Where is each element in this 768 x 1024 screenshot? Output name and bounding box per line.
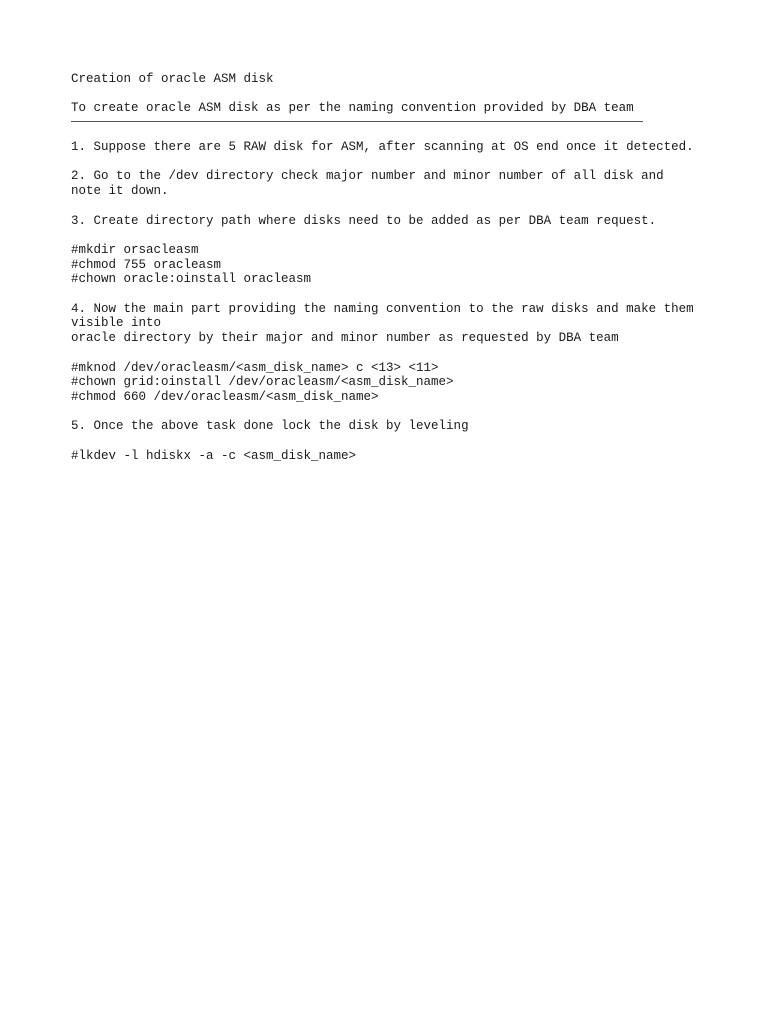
step-3: 3. Create directory path where disks need to be added as per DBA team request. [71,213,657,228]
step-2-line-2: note it down. [71,184,169,199]
step-4-line-1: 4. Now the main part providing the naming convention to the raw disks and make them [71,301,694,316]
spacer [71,287,711,302]
command-lkdev: #lkdev -l hdiskx -a -c <asm_disk_name> [71,448,357,463]
spacer [71,405,711,420]
step-4-line-3: oracle directory by their major and minor number as requested by DBA team [71,331,619,346]
spacer [71,228,711,243]
step-1: 1. Suppose there are 5 RAW disk for ASM, after scanning at OS end once it detected. [71,140,694,155]
command-mkdir: #mkdir orsacleasm [71,242,199,257]
document-title: Creation of oracle ASM disk [71,72,274,86]
document-subtitle: To create oracle ASM disk as per the naming convention provided by DBA team [71,101,634,116]
spacer [71,434,711,449]
spacer [71,87,711,102]
step-2-line-1: 2. Go to the /dev directory check major number and minor number of all disk and [71,169,664,184]
spacer [71,155,711,170]
command-chown-disk: #chown grid:oinstall /dev/oracleasm/<asm_disk_name> [71,375,454,390]
document-page [71,72,711,463]
command-chmod-disk: #chmod 660 /dev/oracleasm/<asm_disk_name> [71,389,379,404]
command-mknod: #mknod /dev/oracleasm/<asm_disk_name> c <13> <11> [71,360,439,375]
step-4-line-2: visible into [71,316,162,331]
step-5: 5. Once the above task done lock the disk by leveling [71,419,469,434]
command-chmod-dir: #chmod 755 oracleasm [71,257,222,272]
spacer [71,199,711,214]
command-chown-dir: #chown oracle:oinstall oracleasm [71,272,312,287]
spacer [71,346,711,361]
horizontal-rule [71,121,643,122]
